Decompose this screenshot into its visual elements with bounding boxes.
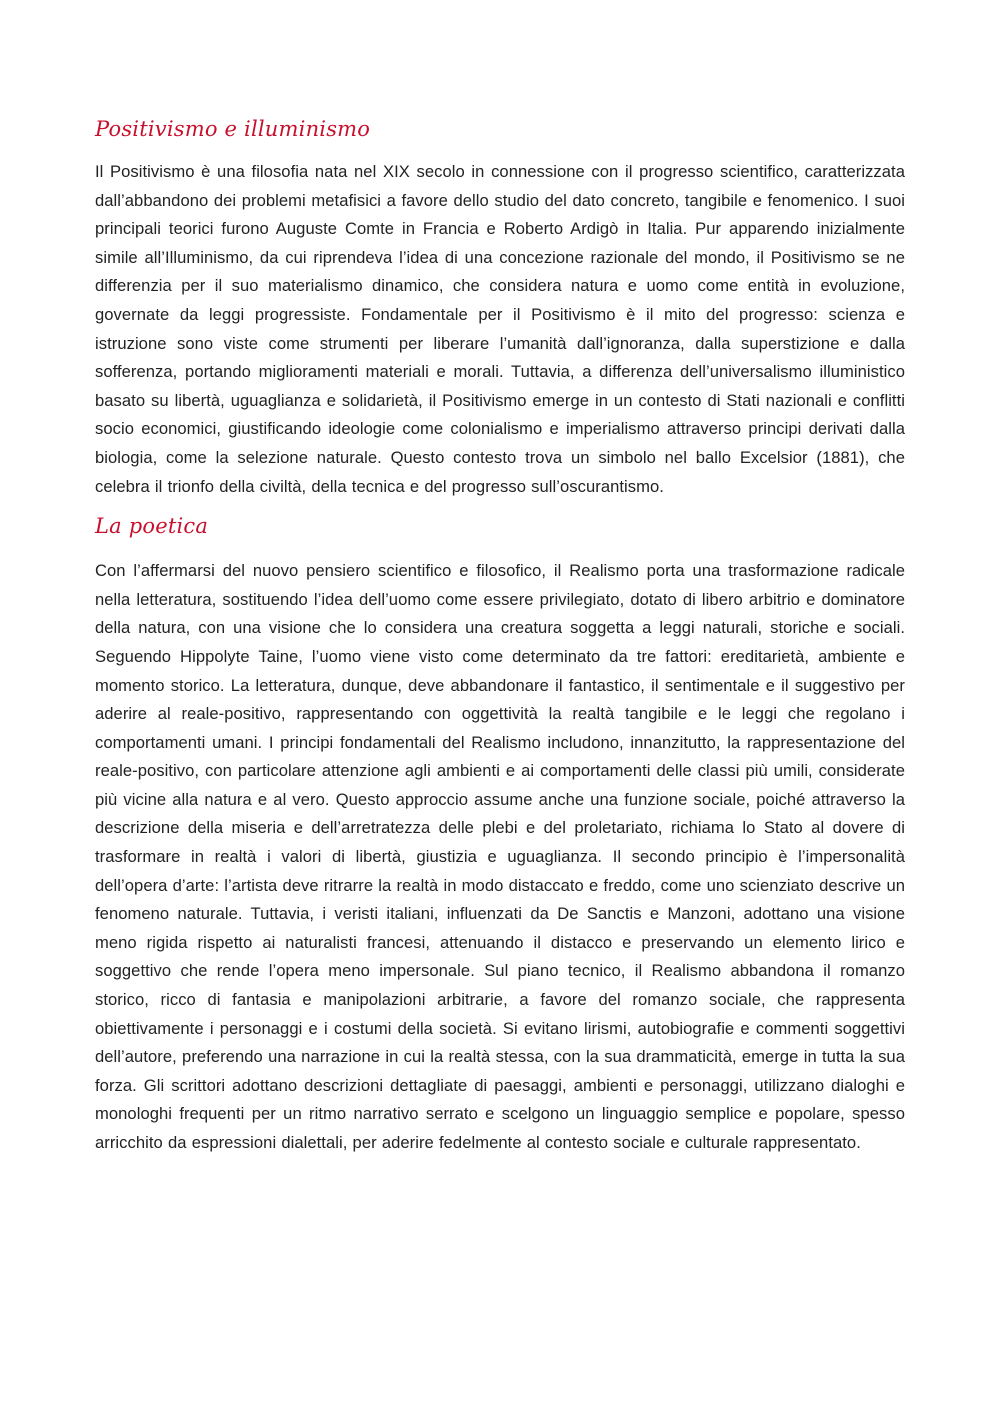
page-content: [95, 112, 905, 1158]
section-body-positivismo: Il Positivismo è una filosofia nata nel XIX secolo in connessione con il progresso scientifico, caratterizzata dall’abbandono dei problemi metafisici a favore dello studio del dato concreto, tangibile e fenomenico. I suoi principali teorici furono Auguste Comte in Francia e Roberto Ardigò in Italia. Pur apparendo inizialmente simile all’Illuminismo, da cui riprendeva l’idea di una concezione razionale del mondo, il Positivismo se ne differenzia per il suo materialismo dinamico, che considera natura e uomo come entità in evoluzione, governate da leggi progressiste. Fondamentale per il Positivismo è il mito del progresso: scienza e istruzione sono viste come strumenti per liberare l’umanità dall’ignoranza, dalla superstizione e dalla sofferenza, portando miglioramenti materiali e morali. Tuttavia, a differenza dell’universalismo illuministico basato su libertà, uguaglianza e solidarietà, il Positivismo emerge in un contesto di Stati nazionali e conflitti socio economici, giustificando ideologie come colonialismo e imperialismo attraverso principi derivati dalla biologia, come la selezione naturale. Questo contesto trova un simbolo nel ballo Excelsior (1881), che celebra il trionfo della civiltà, della tecnica e del progresso sull’oscurantismo.: [95, 162, 905, 496]
section-title-positivismo: Positivismo e illuminismo: [95, 117, 371, 141]
section-title-poetica: La poetica: [95, 514, 209, 539]
section-body-poetica: Con l’affermarsi del nuovo pensiero scientifico e filosofico, il Realismo porta una trasformazione radicale nella letteratura, sostituendo l’idea dell’uomo come essere privilegiato, dotato di libero arbitrio e dominatore della natura, con una visione che lo considera una creatura soggetta a leggi naturali, storiche e sociali. Seguendo Hippolyte Taine, l’uomo viene visto come determinato da tre fattori: ereditarietà, ambiente e momento storico. La letteratura, dunque, deve abbandonare il fantastico, il sentimentale e il suggestivo per aderire al reale-positivo, rappresentando con oggettività la realtà tangibile e le leggi che regolano i comportamenti umani. I principi fondamentali del Realismo includono, innanzitutto, la rappresentazione del reale-positivo, con particolare attenzione agli ambienti e ai comportamenti delle classi più umili, considerate più vicine alla natura e al vero. Questo approccio assume anche una funzione sociale, poiché attraverso la descrizione della miseria e dell’arretratezza delle plebi e del proletariato, richiama lo Stato al dovere di trasformare in realtà i valori di libertà, giustizia e uguaglianza. Il secondo principio è l’impersonalità dell’opera d’arte: l’artista deve ritrarre la realtà in modo distaccato e freddo, come uno scienziato descrive un fenomeno naturale. Tuttavia, i veristi italiani, influenzati da De Sanctis e Manzoni, adottano una visione meno rigida rispetto ai naturalisti francesi, attenuando il distacco e preservando un elemento lirico e soggettivo che rende l’opera meno impersonale. Sul piano tecnico, il Realismo abbandona il romanzo storico, ricco di fantasia e manipolazioni arbitrarie, a favore del romanzo sociale, che rappresenta obiettivamente i personaggi e i costumi della società. Si evitano lirismi, autobiografie e commenti soggettivi dell’autore, preferendo una narrazione in cui la realtà stessa, con la sua drammaticità, emerge in tutta la sua forza. Gli scrittori adottano descrizioni dettagliate di paesaggi, ambienti e personaggi, utilizzano dialoghi e monologhi frequenti per un ritmo narrativo serrato e scelgono un linguaggio semplice e popolare, spesso arricchito da espressioni dialettali, per aderire fedelmente al contesto sociale e culturale rappresentato.: [95, 561, 905, 1152]
